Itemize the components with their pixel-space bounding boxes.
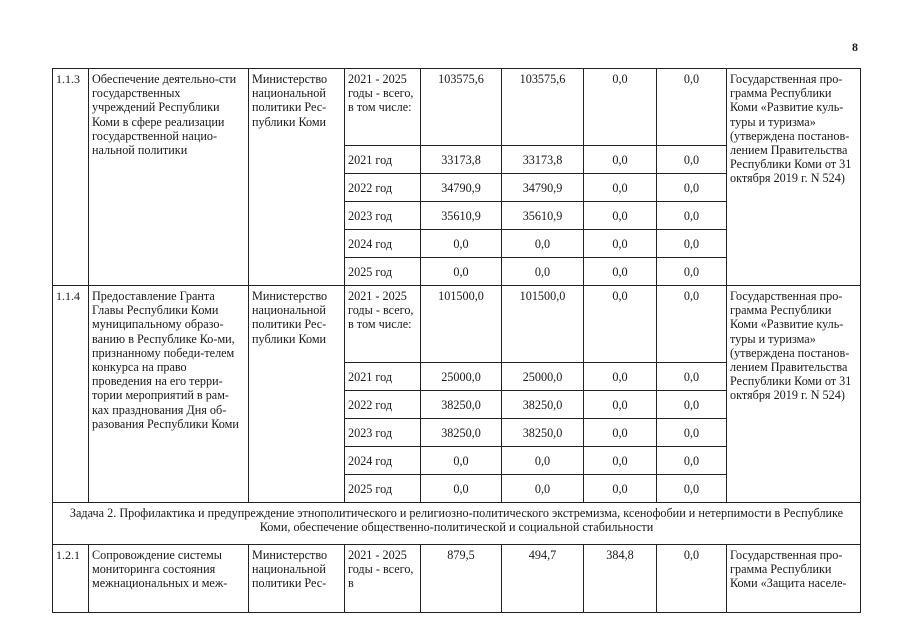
value-cell: 25000,0 (502, 363, 584, 391)
value-cell: 0,0 (584, 391, 657, 419)
item-note: Государственная про-грамма Республики Коми «Защита населе- (727, 545, 861, 613)
period-cell: 2023 год (345, 202, 421, 230)
period-cell: 2024 год (345, 230, 421, 258)
value-cell: 101500,0 (421, 286, 502, 363)
item-executor: Министерство национальной политики Рес-публики Коми (249, 286, 345, 503)
value-cell: 0,0 (584, 230, 657, 258)
value-cell: 0,0 (584, 146, 657, 174)
item-number: 1.1.4 (53, 286, 89, 503)
value-cell: 384,8 (584, 545, 657, 613)
value-cell: 0,0 (502, 447, 584, 475)
value-cell: 25000,0 (421, 363, 502, 391)
value-cell: 0,0 (657, 174, 727, 202)
value-cell: 0,0 (421, 258, 502, 286)
period-cell: 2023 год (345, 419, 421, 447)
item-number: 1.2.1 (53, 545, 89, 613)
page-number: 8 (852, 40, 858, 54)
period-cell: 2024 год (345, 447, 421, 475)
table-row (53, 545, 861, 613)
value-cell: 0,0 (502, 475, 584, 503)
item-executor: Министерство национальной политики Рес-публики Коми (249, 69, 345, 286)
value-cell: 0,0 (584, 475, 657, 503)
value-cell: 0,0 (584, 419, 657, 447)
value-cell: 0,0 (584, 286, 657, 363)
value-cell: 0,0 (584, 174, 657, 202)
period-cell: 2025 год (345, 475, 421, 503)
value-cell: 34790,9 (421, 174, 502, 202)
table-row (53, 69, 861, 146)
period-cell: 2021 - 2025 годы - всего, в том числе: (345, 69, 421, 146)
value-cell: 38250,0 (421, 391, 502, 419)
period-cell: 2022 год (345, 391, 421, 419)
value-cell: 0,0 (657, 230, 727, 258)
value-cell: 0,0 (502, 230, 584, 258)
value-cell: 33173,8 (502, 146, 584, 174)
value-cell: 0,0 (657, 146, 727, 174)
value-cell: 103575,6 (421, 69, 502, 146)
value-cell: 0,0 (421, 475, 502, 503)
value-cell: 0,0 (657, 69, 727, 146)
value-cell: 38250,0 (502, 391, 584, 419)
value-cell: 0,0 (584, 363, 657, 391)
value-cell: 0,0 (657, 258, 727, 286)
period-cell: 2021 - 2025 годы - всего, в (345, 545, 421, 613)
value-cell: 879,5 (421, 545, 502, 613)
value-cell: 0,0 (657, 286, 727, 363)
value-cell: 0,0 (584, 258, 657, 286)
value-cell: 0,0 (657, 545, 727, 613)
value-cell: 101500,0 (502, 286, 584, 363)
value-cell: 35610,9 (502, 202, 584, 230)
value-cell: 38250,0 (421, 419, 502, 447)
value-cell: 0,0 (584, 202, 657, 230)
value-cell: 33173,8 (421, 146, 502, 174)
value-cell: 0,0 (421, 230, 502, 258)
program-measures-table (52, 68, 861, 613)
value-cell: 0,0 (657, 391, 727, 419)
item-number: 1.1.3 (53, 69, 89, 286)
value-cell: 34790,9 (502, 174, 584, 202)
value-cell: 0,0 (657, 202, 727, 230)
task-heading: Задача 2. Профилактика и предупреждение этнополитического и религиозно-политического экстремизма, ксенофобии и нетерпимости в Республике Коми, обеспечение общественно-политической и социальной стабильности (53, 503, 861, 545)
value-cell: 0,0 (657, 475, 727, 503)
value-cell: 38250,0 (502, 419, 584, 447)
period-cell: 2025 год (345, 258, 421, 286)
value-cell: 103575,6 (502, 69, 584, 146)
value-cell: 0,0 (657, 363, 727, 391)
period-cell: 2021 год (345, 363, 421, 391)
value-cell: 0,0 (657, 447, 727, 475)
value-cell: 35610,9 (421, 202, 502, 230)
value-cell: 0,0 (584, 69, 657, 146)
item-note: Государственная про-грамма Республики Коми «Развитие куль-туры и туризма» (утверждена постанов-лением Правительства Республики Коми от 31 октября 2019 г. N 524) (727, 286, 861, 503)
value-cell: 0,0 (657, 419, 727, 447)
item-name: Сопровождение системы мониторинга состояния межнациональных и меж- (89, 545, 249, 613)
period-cell: 2021 год (345, 146, 421, 174)
item-name: Обеспечение деятельно-сти государственных учреждений Республики Коми в сфере реализации государственной нацио-нальной политики (89, 69, 249, 286)
table-row (53, 503, 861, 545)
item-note: Государственная про-грамма Республики Коми «Развитие куль-туры и туризма» (утверждена постанов-лением Правительства Республики Коми от 31 октября 2019 г. N 524) (727, 69, 861, 286)
item-name: Предоставление Гранта Главы Республики Коми муниципальному образо-ванию в Республике Ко-ми, признанному победи-телем конкурса на право проведения на его терри-тории мероприятий в рам-ках празднования Дня об-разования Республики Коми (89, 286, 249, 503)
value-cell: 0,0 (584, 447, 657, 475)
period-cell: 2022 год (345, 174, 421, 202)
period-cell: 2021 - 2025 годы - всего, в том числе: (345, 286, 421, 363)
item-executor: Министерство национальной политики Рес- (249, 545, 345, 613)
table-row (53, 286, 861, 363)
value-cell: 0,0 (421, 447, 502, 475)
value-cell: 0,0 (502, 258, 584, 286)
value-cell: 494,7 (502, 545, 584, 613)
